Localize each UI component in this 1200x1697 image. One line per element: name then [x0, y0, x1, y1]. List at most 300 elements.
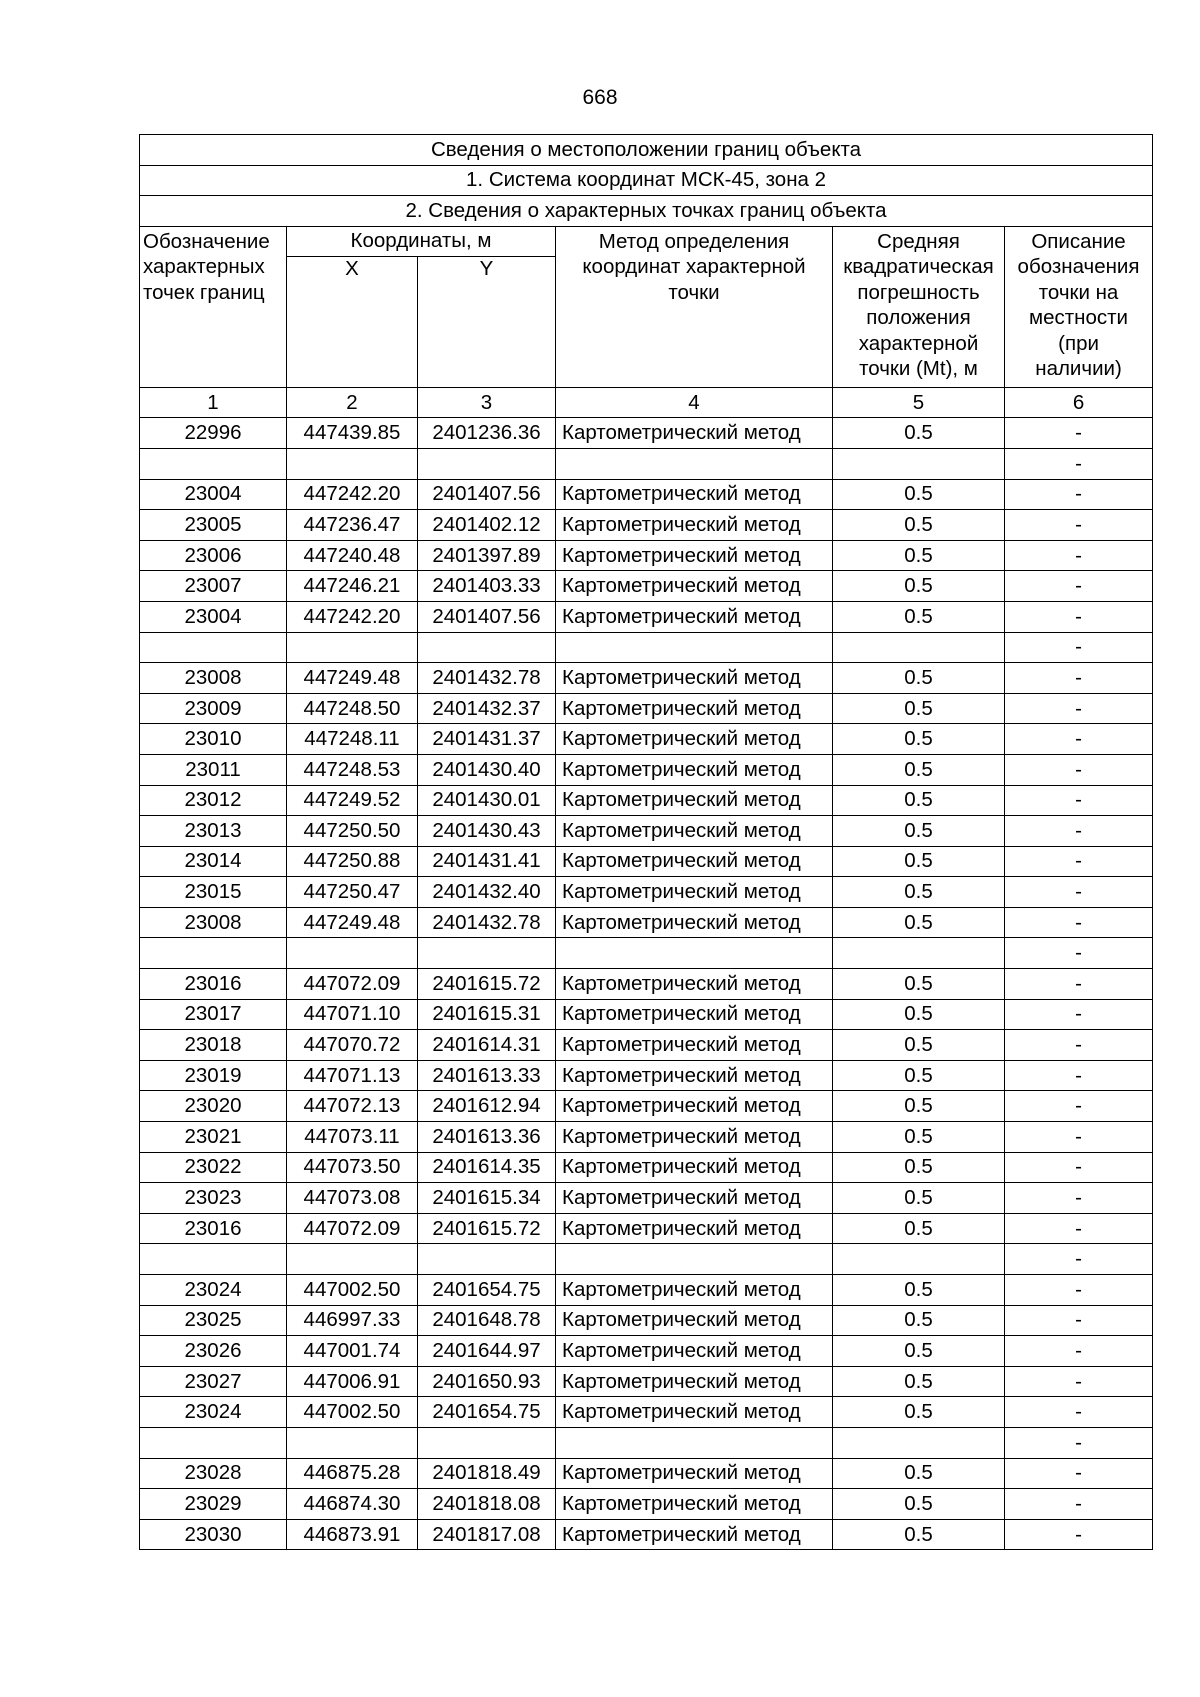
method-cell: Картометрический метод [556, 1489, 833, 1520]
point-id-cell: 23007 [140, 571, 287, 602]
error-cell [833, 938, 1005, 969]
table-row [140, 877, 1153, 908]
error-cell: 0.5 [833, 1091, 1005, 1122]
table-row [140, 1152, 1153, 1183]
table-title: Сведения о местоположении границ объекта [140, 135, 1153, 166]
table-row [140, 1183, 1153, 1214]
x-coordinate-cell: 447006.91 [287, 1366, 418, 1397]
y-coordinate-cell: 2401430.40 [418, 754, 556, 785]
error-cell: 0.5 [833, 1519, 1005, 1550]
y-coordinate-cell: 2401644.97 [418, 1336, 556, 1367]
error-cell: 0.5 [833, 693, 1005, 724]
table-row [140, 1122, 1153, 1153]
error-cell: 0.5 [833, 1305, 1005, 1336]
header-coordinates: Координаты, м [287, 226, 556, 256]
header-error-line: характерной [858, 331, 979, 355]
error-cell: 0.5 [833, 1336, 1005, 1367]
y-coordinate-cell: 2401654.75 [418, 1397, 556, 1428]
error-cell: 0.5 [833, 418, 1005, 449]
x-coordinate-cell: 447073.08 [287, 1183, 418, 1214]
point-id-cell: 23013 [140, 816, 287, 847]
y-coordinate-cell: 2401615.34 [418, 1183, 556, 1214]
description-cell: - [1005, 785, 1153, 816]
description-cell: - [1005, 969, 1153, 1000]
x-coordinate-cell: 446997.33 [287, 1305, 418, 1336]
x-coordinate-cell: 447073.11 [287, 1122, 418, 1153]
x-coordinate-cell: 447071.13 [287, 1060, 418, 1091]
description-cell: - [1005, 693, 1153, 724]
point-id-cell: 23010 [140, 724, 287, 755]
description-cell: - [1005, 724, 1153, 755]
table-row [140, 510, 1153, 541]
header-error-line: квадратическая [843, 255, 994, 279]
table-row [140, 448, 1153, 479]
method-cell: Картометрический метод [556, 1122, 833, 1153]
page-number: 668 [582, 86, 618, 109]
table-row [140, 1275, 1153, 1306]
error-cell: 0.5 [833, 1397, 1005, 1428]
point-id-cell: 23025 [140, 1305, 287, 1336]
description-cell: - [1005, 632, 1153, 663]
table-row [140, 1030, 1153, 1061]
x-coordinate-cell: 447249.52 [287, 785, 418, 816]
y-coordinate-cell: 2401397.89 [418, 540, 556, 571]
table-row [140, 1060, 1153, 1091]
error-cell: 0.5 [833, 1489, 1005, 1520]
points-section-caption: 2. Сведения о характерных точках границ объекта [140, 196, 1153, 227]
y-coordinate-cell: 2401654.75 [418, 1275, 556, 1306]
error-cell: 0.5 [833, 754, 1005, 785]
description-cell: - [1005, 999, 1153, 1030]
y-coordinate-cell: 2401430.43 [418, 816, 556, 847]
point-id-cell: 23026 [140, 1336, 287, 1367]
table-row [140, 632, 1153, 663]
description-cell: - [1005, 540, 1153, 571]
x-coordinate-cell: 447072.13 [287, 1091, 418, 1122]
description-cell: - [1005, 1183, 1153, 1214]
y-coordinate-cell: 2401615.72 [418, 969, 556, 1000]
point-id-cell: 23029 [140, 1489, 287, 1520]
x-coordinate-cell: 447070.72 [287, 1030, 418, 1061]
error-cell: 0.5 [833, 1366, 1005, 1397]
header-description [1005, 226, 1153, 387]
x-coordinate-cell: 447250.88 [287, 846, 418, 877]
description-cell: - [1005, 754, 1153, 785]
header-x: X [287, 256, 418, 387]
method-cell: Картометрический метод [556, 1091, 833, 1122]
point-id-cell: 23024 [140, 1397, 287, 1428]
y-coordinate-cell: 2401407.56 [418, 479, 556, 510]
x-coordinate-cell: 447248.53 [287, 754, 418, 785]
x-coordinate-cell: 447250.47 [287, 877, 418, 908]
error-cell: 0.5 [833, 1122, 1005, 1153]
description-cell: - [1005, 1427, 1153, 1458]
error-cell: 0.5 [833, 479, 1005, 510]
point-id-cell: 23004 [140, 601, 287, 632]
method-cell: Картометрический метод [556, 969, 833, 1000]
error-cell [833, 1244, 1005, 1275]
description-cell: - [1005, 571, 1153, 602]
table-row [140, 418, 1153, 449]
header-point-designation-line: Обозначение [143, 229, 270, 253]
table-row [140, 1213, 1153, 1244]
y-coordinate-cell: 2401403.33 [418, 571, 556, 602]
method-cell: Картометрический метод [556, 1305, 833, 1336]
table-title-row [140, 135, 1153, 166]
description-cell: - [1005, 1152, 1153, 1183]
y-coordinate-cell: 2401431.41 [418, 846, 556, 877]
header-description-line: наличии) [1035, 357, 1122, 381]
y-coordinate-cell: 2401614.31 [418, 1030, 556, 1061]
y-coordinate-cell: 2401432.40 [418, 877, 556, 908]
table-row [140, 1366, 1153, 1397]
point-id-cell [140, 632, 287, 663]
point-id-cell: 23016 [140, 1213, 287, 1244]
description-cell: - [1005, 1489, 1153, 1520]
description-cell: - [1005, 510, 1153, 541]
x-coordinate-cell: 447250.50 [287, 816, 418, 847]
header-method [556, 226, 833, 387]
table-row [140, 1519, 1153, 1550]
y-coordinate-cell: 2401818.08 [418, 1489, 556, 1520]
description-cell: - [1005, 1305, 1153, 1336]
point-id-cell: 23021 [140, 1122, 287, 1153]
table-row [140, 540, 1153, 571]
point-id-cell: 23011 [140, 754, 287, 785]
y-coordinate-cell [418, 938, 556, 969]
point-id-cell: 23018 [140, 1030, 287, 1061]
point-id-cell [140, 1427, 287, 1458]
point-id-cell: 23012 [140, 785, 287, 816]
description-cell: - [1005, 816, 1153, 847]
y-coordinate-cell: 2401615.31 [418, 999, 556, 1030]
point-id-cell [140, 938, 287, 969]
header-method-line: точки [668, 280, 720, 304]
x-coordinate-cell: 447236.47 [287, 510, 418, 541]
error-cell: 0.5 [833, 846, 1005, 877]
description-cell: - [1005, 1366, 1153, 1397]
method-cell: Картометрический метод [556, 877, 833, 908]
error-cell: 0.5 [833, 540, 1005, 571]
method-cell: Картометрический метод [556, 540, 833, 571]
header-method-line: координат характерной [582, 255, 806, 279]
method-cell: Картометрический метод [556, 1213, 833, 1244]
method-cell [556, 1427, 833, 1458]
header-error-line: Средняя [877, 229, 960, 253]
method-cell: Картометрический метод [556, 1366, 833, 1397]
method-cell: Картометрический метод [556, 693, 833, 724]
y-coordinate-cell: 2401431.37 [418, 724, 556, 755]
y-coordinate-cell: 2401613.33 [418, 1060, 556, 1091]
table-row [140, 1091, 1153, 1122]
method-cell: Картометрический метод [556, 1152, 833, 1183]
column-number: 5 [833, 387, 1005, 418]
point-id-cell: 23023 [140, 1183, 287, 1214]
method-cell: Картометрический метод [556, 510, 833, 541]
error-cell: 0.5 [833, 1275, 1005, 1306]
y-coordinate-cell: 2401402.12 [418, 510, 556, 541]
error-cell: 0.5 [833, 1183, 1005, 1214]
description-cell: - [1005, 1244, 1153, 1275]
y-coordinate-cell [418, 1244, 556, 1275]
header-description-line: Описание [1031, 229, 1126, 253]
y-coordinate-cell: 2401650.93 [418, 1366, 556, 1397]
y-coordinate-cell: 2401648.78 [418, 1305, 556, 1336]
method-cell: Картометрический метод [556, 1397, 833, 1428]
method-cell [556, 1244, 833, 1275]
table-row [140, 1305, 1153, 1336]
y-coordinate-cell: 2401432.78 [418, 663, 556, 694]
boundary-points-table [139, 134, 1153, 1550]
y-coordinate-cell: 2401817.08 [418, 1519, 556, 1550]
y-coordinate-cell [418, 632, 556, 663]
method-cell: Картометрический метод [556, 663, 833, 694]
error-cell: 0.5 [833, 816, 1005, 847]
error-cell: 0.5 [833, 1152, 1005, 1183]
x-coordinate-cell: 447242.20 [287, 479, 418, 510]
error-cell: 0.5 [833, 999, 1005, 1030]
table-row [140, 754, 1153, 785]
description-cell: - [1005, 846, 1153, 877]
method-cell: Картометрический метод [556, 754, 833, 785]
method-cell: Картометрический метод [556, 1030, 833, 1061]
method-cell: Картометрический метод [556, 785, 833, 816]
method-cell: Картометрический метод [556, 479, 833, 510]
table-row [140, 907, 1153, 938]
x-coordinate-cell [287, 448, 418, 479]
point-id-cell: 23028 [140, 1458, 287, 1489]
x-coordinate-cell: 447248.50 [287, 693, 418, 724]
method-cell [556, 938, 833, 969]
point-id-cell: 23004 [140, 479, 287, 510]
y-coordinate-cell: 2401430.01 [418, 785, 556, 816]
point-id-cell: 23014 [140, 846, 287, 877]
table-row [140, 601, 1153, 632]
point-id-cell [140, 448, 287, 479]
table-body [140, 135, 1153, 1550]
x-coordinate-cell: 447001.74 [287, 1336, 418, 1367]
header-error-line: положения [866, 306, 971, 330]
x-coordinate-cell: 446873.91 [287, 1519, 418, 1550]
table-row [140, 1458, 1153, 1489]
method-cell: Картометрический метод [556, 816, 833, 847]
table-row [140, 938, 1153, 969]
method-cell: Картометрический метод [556, 1336, 833, 1367]
table-row [140, 1336, 1153, 1367]
error-cell: 0.5 [833, 663, 1005, 694]
table-row [140, 1397, 1153, 1428]
column-number: 2 [287, 387, 418, 418]
header-error-line: погрешность [857, 280, 980, 304]
method-cell: Картометрический метод [556, 846, 833, 877]
section-2-row [140, 196, 1153, 227]
y-coordinate-cell: 2401615.72 [418, 1213, 556, 1244]
description-cell: - [1005, 1122, 1153, 1153]
error-cell: 0.5 [833, 1060, 1005, 1091]
x-coordinate-cell: 446874.30 [287, 1489, 418, 1520]
method-cell: Картометрический метод [556, 571, 833, 602]
description-cell: - [1005, 1091, 1153, 1122]
table-row [140, 1244, 1153, 1275]
table-row [140, 846, 1153, 877]
point-id-cell [140, 1244, 287, 1275]
x-coordinate-cell: 447073.50 [287, 1152, 418, 1183]
y-coordinate-cell [418, 448, 556, 479]
description-cell: - [1005, 448, 1153, 479]
description-cell: - [1005, 418, 1153, 449]
description-cell: - [1005, 1458, 1153, 1489]
y-coordinate-cell: 2401818.49 [418, 1458, 556, 1489]
error-cell: 0.5 [833, 510, 1005, 541]
error-cell: 0.5 [833, 969, 1005, 1000]
point-id-cell: 23020 [140, 1091, 287, 1122]
x-coordinate-cell: 447071.10 [287, 999, 418, 1030]
description-cell: - [1005, 1519, 1153, 1550]
point-id-cell: 23016 [140, 969, 287, 1000]
x-coordinate-cell [287, 1427, 418, 1458]
coordinate-system-caption: 1. Система координат МСК-45, зона 2 [140, 165, 1153, 196]
description-cell: - [1005, 1060, 1153, 1091]
table-row [140, 785, 1153, 816]
method-cell: Картометрический метод [556, 724, 833, 755]
x-coordinate-cell: 447246.21 [287, 571, 418, 602]
x-coordinate-cell: 447240.48 [287, 540, 418, 571]
description-cell: - [1005, 877, 1153, 908]
description-cell: - [1005, 1275, 1153, 1306]
point-id-cell: 23009 [140, 693, 287, 724]
x-coordinate-cell: 447249.48 [287, 907, 418, 938]
method-cell: Картометрический метод [556, 1060, 833, 1091]
column-number: 3 [418, 387, 556, 418]
description-cell: - [1005, 1336, 1153, 1367]
description-cell: - [1005, 663, 1153, 694]
x-coordinate-cell: 447002.50 [287, 1397, 418, 1428]
header-description-line: обозначения [1017, 255, 1140, 279]
header-mean-square-error [833, 226, 1005, 387]
point-id-cell: 23005 [140, 510, 287, 541]
error-cell: 0.5 [833, 1030, 1005, 1061]
error-cell [833, 632, 1005, 663]
y-coordinate-cell: 2401613.36 [418, 1122, 556, 1153]
point-id-cell: 23030 [140, 1519, 287, 1550]
x-coordinate-cell: 447072.09 [287, 1213, 418, 1244]
description-cell: - [1005, 907, 1153, 938]
table-row [140, 999, 1153, 1030]
table-row [140, 969, 1153, 1000]
table-row [140, 1427, 1153, 1458]
method-cell: Картометрический метод [556, 1458, 833, 1489]
table-row [140, 724, 1153, 755]
header-point-designation-line: точек границ [143, 280, 265, 304]
error-cell: 0.5 [833, 907, 1005, 938]
y-coordinate-cell: 2401407.56 [418, 601, 556, 632]
method-cell: Картометрический метод [556, 601, 833, 632]
method-cell: Картометрический метод [556, 418, 833, 449]
header-method-line: Метод определения [598, 229, 790, 253]
column-number: 1 [140, 387, 287, 418]
point-id-cell: 23019 [140, 1060, 287, 1091]
section-1-row [140, 165, 1153, 196]
description-cell: - [1005, 1397, 1153, 1428]
description-cell: - [1005, 1213, 1153, 1244]
y-coordinate-cell: 2401432.37 [418, 693, 556, 724]
table-row [140, 693, 1153, 724]
error-cell: 0.5 [833, 724, 1005, 755]
description-cell: - [1005, 479, 1153, 510]
y-coordinate-cell: 2401432.78 [418, 907, 556, 938]
point-id-cell: 23015 [140, 877, 287, 908]
header-row-1 [140, 226, 1153, 256]
x-coordinate-cell: 447248.11 [287, 724, 418, 755]
method-cell [556, 448, 833, 479]
x-coordinate-cell [287, 632, 418, 663]
header-point-designation-line: характерных [143, 255, 265, 279]
x-coordinate-cell: 447249.48 [287, 663, 418, 694]
table-row [140, 1489, 1153, 1520]
point-id-cell: 23008 [140, 663, 287, 694]
header-y: Y [418, 256, 556, 387]
header-description-line: (при [1058, 331, 1099, 355]
y-coordinate-cell [418, 1427, 556, 1458]
point-id-cell: 23006 [140, 540, 287, 571]
table-row [140, 571, 1153, 602]
error-cell: 0.5 [833, 571, 1005, 602]
column-number: 6 [1005, 387, 1153, 418]
header-description-line: местности [1029, 306, 1128, 330]
table-row [140, 663, 1153, 694]
column-number: 4 [556, 387, 833, 418]
table-row [140, 816, 1153, 847]
method-cell: Картометрический метод [556, 1275, 833, 1306]
method-cell: Картометрический метод [556, 1183, 833, 1214]
point-id-cell: 23024 [140, 1275, 287, 1306]
point-id-cell: 23008 [140, 907, 287, 938]
description-cell: - [1005, 1030, 1153, 1061]
x-coordinate-cell [287, 1244, 418, 1275]
header-description-line: точки на [1038, 280, 1119, 304]
method-cell: Картометрический метод [556, 1519, 833, 1550]
header-point-designation [140, 226, 287, 387]
point-id-cell: 23017 [140, 999, 287, 1030]
error-cell: 0.5 [833, 785, 1005, 816]
method-cell: Картометрический метод [556, 907, 833, 938]
error-cell [833, 1427, 1005, 1458]
description-cell: - [1005, 601, 1153, 632]
header-error-line: точки (Mt), м [859, 357, 978, 381]
point-id-cell: 23022 [140, 1152, 287, 1183]
y-coordinate-cell: 2401236.36 [418, 418, 556, 449]
y-coordinate-cell: 2401612.94 [418, 1091, 556, 1122]
method-cell: Картометрический метод [556, 999, 833, 1030]
x-coordinate-cell: 447439.85 [287, 418, 418, 449]
x-coordinate-cell: 446875.28 [287, 1458, 418, 1489]
column-number-row [140, 387, 1153, 418]
error-cell [833, 448, 1005, 479]
description-cell: - [1005, 938, 1153, 969]
x-coordinate-cell: 447002.50 [287, 1275, 418, 1306]
error-cell: 0.5 [833, 1458, 1005, 1489]
point-id-cell: 23027 [140, 1366, 287, 1397]
method-cell [556, 632, 833, 663]
error-cell: 0.5 [833, 601, 1005, 632]
x-coordinate-cell [287, 938, 418, 969]
error-cell: 0.5 [833, 877, 1005, 908]
y-coordinate-cell: 2401614.35 [418, 1152, 556, 1183]
x-coordinate-cell: 447072.09 [287, 969, 418, 1000]
error-cell: 0.5 [833, 1213, 1005, 1244]
table-row [140, 479, 1153, 510]
point-id-cell: 22996 [140, 418, 287, 449]
